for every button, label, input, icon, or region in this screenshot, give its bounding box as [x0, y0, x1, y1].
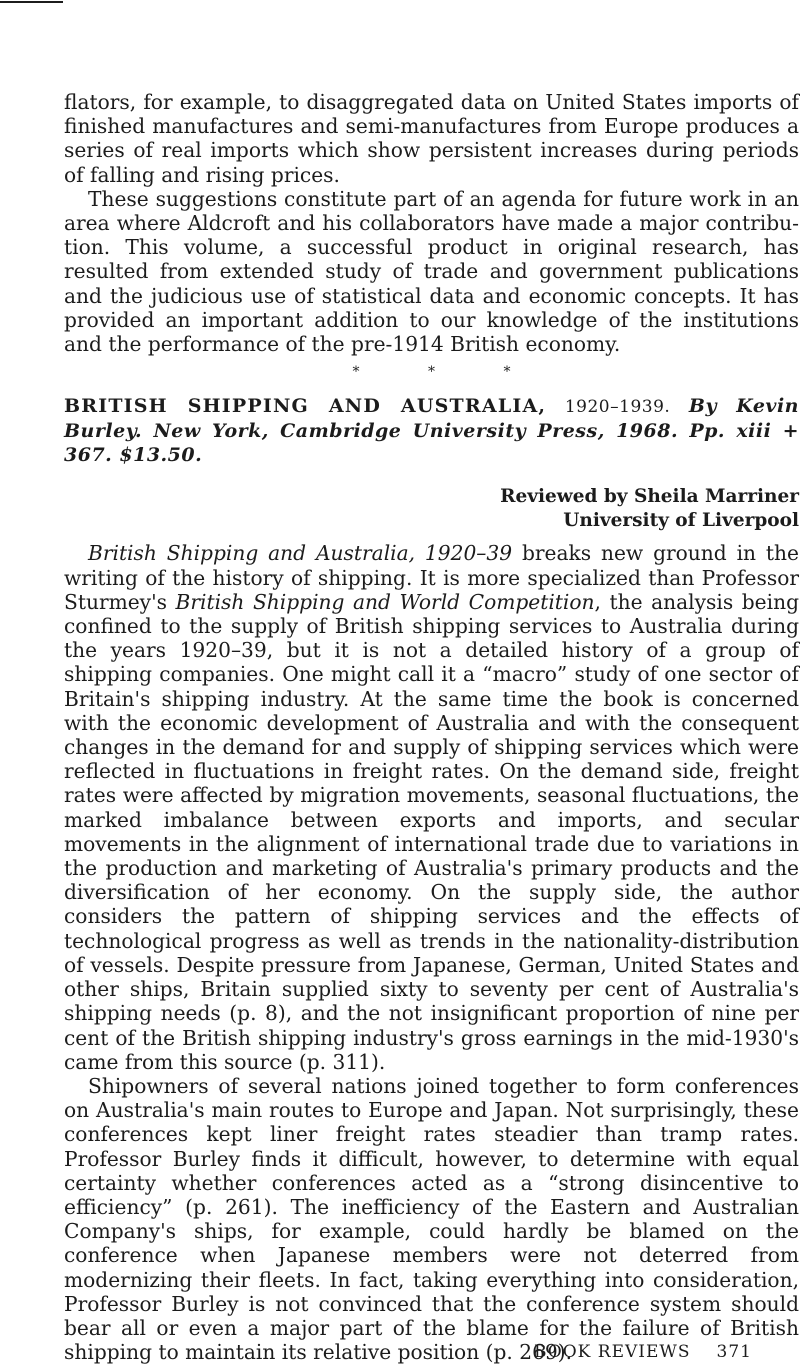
top-rule — [0, 1, 63, 3]
paragraph-2: These suggestions constitute part of an agenda for future work in an area where Aldcroft and his collaborators have made a major contribution. This volume, a successful product in original research, has resulted from extended study of trade and government publications and the judicious use of statistical data and economic concepts. It has provided an important addition to our knowledge of the institutions and the performance of the pre-1914 British economy. — [64, 186, 799, 357]
section-separator: * * * — [352, 364, 543, 381]
reviewer-block — [64, 485, 799, 533]
cited-title: British Shipping and World Competition — [175, 589, 595, 614]
book-title: BRITISH SHIPPING AND AUSTRALIA, — [64, 395, 547, 418]
book-years: 1920–1939. — [564, 397, 671, 418]
lead-title: British Shipping and Australia, 1920–39 — [88, 541, 513, 566]
paragraph-4: Shipowners of several nations joined together to form conferences on Australia's main routes to Europe and Japan. Not surprisingly, these conferences kept liner freight rates steadier than tramp rates. Professor Burley finds it difficult, however, to determine with equal certainty whether conferences acted as a “strong disincentive to efficiency” (p. 261). The inefficiency of the Eastern and Australian Company's ships, for example, could hardly be blamed on the conference when Japanese members were not deterred from modernizing their fleets. In fact, taking everything into consideration, Professor Burley is not convinced that the conference system should bear all or even a major part of the blame for the failure of British shipping to maintain its relative position (p. 269). — [64, 1073, 799, 1365]
book-citation: By Kevin Burley. New York, Cambridge University Press, 1968. Pp. xiii + 367. $13.50. — [64, 395, 799, 467]
paragraph-1: flators, for example, to disaggregated data on United States imports of finished manufactures and semi-manufactures from Europe produces a series of real imports which show persistent increases during periods of falling and rising prices. — [64, 90, 799, 187]
paragraph-3-part2: , the analysis being confined to the supply of British shipping services to Australia during the years 1920–39, but it is not a detailed history of a group of shipping companies. One might call it a “macro” study of one sector of Britain's shipping industry. At the same time the book is concerned with the economic development of Australia and with the consequent changes in the demand for and supply of shipping services which were reflected in fluctuations in freight rates. On the demand side, freight rates were affected by migration movements, seasonal fluctuations, the marked imbalance between exports and imports, and secular movements in the alignment of international trade due to variations in the production and marketing of Australia's primary products and the diversification of her economy. On the supply side, the author considers the pattern of shipping services and the effects of technological progress as well as trends in the nationality-distribution of vessels. Despite pressure from Japanese, German, United States and other ships, Britain supplied sixty to seventy per cent of Australia's shipping needs (p. 8), and the not insignificant proportion of nine per cent of the British shipping industry's gross earnings in the mid-1930's came from this source (p. 311). — [64, 589, 799, 1074]
footer-section: BOOK REVIEWS — [534, 1342, 691, 1362]
page-number: 371 — [716, 1342, 752, 1362]
reviewer-affiliation: University of Liverpool — [563, 510, 799, 532]
paragraph-3-part1: breaks new ground in the writing of the history of shipping. It is more specialized than Professor Sturmey's — [64, 541, 799, 614]
page-body — [64, 90, 799, 1364]
paragraph-3 — [64, 541, 799, 1073]
review-heading — [64, 394, 799, 467]
text-column — [64, 90, 799, 1364]
reviewer-name: Reviewed by Sheila Marriner — [500, 486, 799, 508]
running-footer — [534, 1342, 752, 1362]
